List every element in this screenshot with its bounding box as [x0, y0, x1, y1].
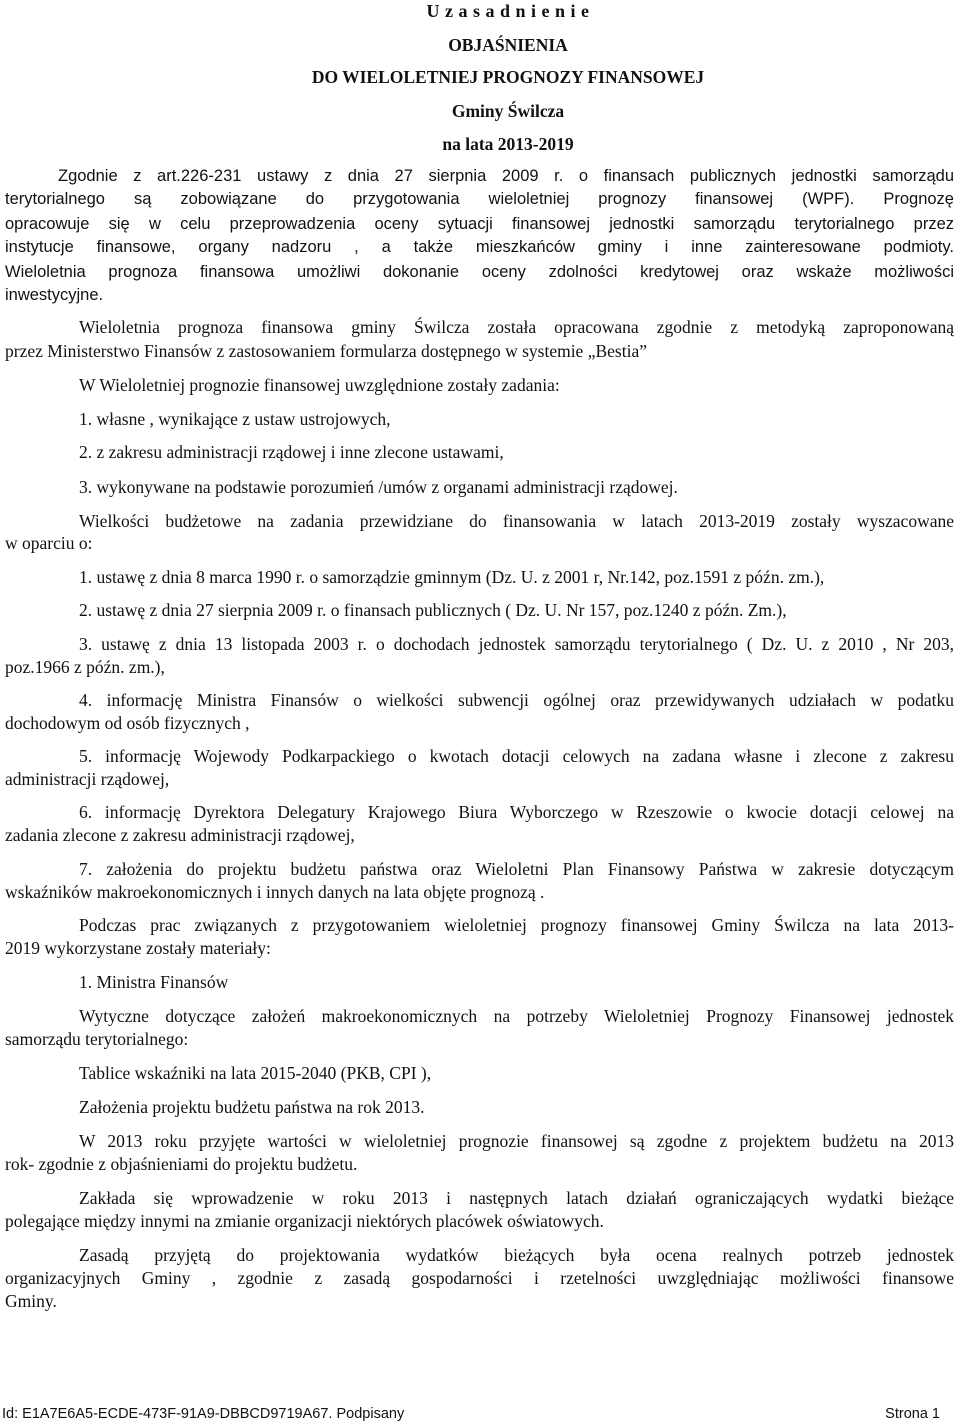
tasks-item-3: 3. wykonywane na podstawie porozumień /umów z organami administracji rządowej. — [79, 477, 678, 497]
intro-line-6: inwestycyjne. — [5, 286, 104, 304]
intro-line-4: instytucje finansowe, organy nadzoru , a także mieszkańców gminy i inne zainteresowane podmioty. — [5, 238, 954, 256]
basis-item-5a: 5. informację Wojewody Podkarpackiego o kwotach dotacji celowych na zadana własne i zlecone z zakresu — [79, 746, 954, 766]
basis-item-5b: administracji rządowej, — [5, 769, 170, 789]
footer-document-id: Id: E1A7E6A5-ECDE-473F-91A9-DBBCD9719A67. Podpisany — [2, 1406, 405, 1422]
materials-tables: Tablice wskaźniki na lata 2015-2040 (PKB, CPI ), — [79, 1063, 432, 1083]
method-line-2: przez Ministerstwo Finansów z zastosowaniem formularza dostępnego w systemie „Bestia” — [5, 341, 647, 361]
doc-title-line-2: DO WIELOLETNIEJ PROGNOZY FINANSOWEJ — [311, 67, 705, 87]
tasks-intro: W Wieloletniej prognozie finansowej uwzględnione zostały zadania: — [79, 375, 560, 395]
intro-line-2: terytorialnego są zobowiązane do przygotowania wieloletniej prognozy finansowej (WPF). Prognozę — [5, 190, 954, 208]
basis-line-2: w oparciu o: — [5, 533, 93, 553]
basis-item-7a: 7. założenia do projektu budżetu państwa oraz Wieloletni Plan Finansowy Państwa w zakresie dotyczącym — [79, 859, 954, 879]
intro-line-5: Wieloletnia prognoza finansowa umożliwi dokonanie oceny zdolności kredytowej oraz wskaże możliwości — [5, 263, 954, 281]
footer-page-number: Strona 1 — [885, 1406, 940, 1422]
materials-guidelines-line-1: Wytyczne dotyczące założeń makroekonomicznych na potrzeby Wieloletniej Prognozy Finansowej jednostek — [79, 1006, 954, 1026]
basis-item-6b: zadania zlecone z zakresu administracji rządowej, — [5, 825, 355, 845]
basis-item-3b: poz.1966 z późn. zm.), — [5, 657, 165, 677]
doc-title-spaced: U z a s a d n i e n i e — [426, 1, 590, 21]
materials-line-1: Podczas prac związanych z przygotowaniem wieloletniej prognozy finansowej Gminy Świlcza na lata 2013- — [79, 915, 954, 935]
basis-item-1: 1. ustawę z dnia 8 marca 1990 r. o samorządzie gminnym (Dz. U. z 2001 r, Nr.142, poz.1591 z późn. zm.), — [79, 567, 825, 587]
limits-line-2: polegające między innymi na zmianie organizacji niektórych placówek oświatowych. — [5, 1211, 604, 1231]
page-footer — [0, 1404, 960, 1424]
materials-item-1: 1. Ministra Finansów — [79, 972, 229, 992]
principle-line-2: organizacyjnych Gminy , zgodnie z zasadą gospodarności i rzetelności uwzględniając możliwości finansowe — [5, 1268, 954, 1288]
basis-item-3a: 3. ustawę z dnia 13 listopada 2003 r. o dochodach jednostek samorządu terytorialnego ( Dz. U. z 2010 , Nr 203, — [79, 634, 954, 654]
limits-line-1: Zakłada się wprowadzenie w roku 2013 i następnych latach działań ograniczających wydatki bieżące — [79, 1188, 954, 1208]
basis-item-2: 2. ustawę z dnia 27 sierpnia 2009 r. o finansach publicznych ( Dz. U. Nr 157, poz.1240 z późn. Zm.), — [79, 600, 787, 620]
tasks-item-2: 2. z zakresu administracji rządowej i inne zlecone ustawami, — [79, 442, 504, 462]
basis-line-1: Wielkości budżetowe na zadania przewidziane do finansowania w latach 2013-2019 zostały wyszacowane — [79, 511, 954, 531]
materials-line-2: 2019 wykorzystane zostały materiały: — [5, 938, 271, 958]
tasks-item-1: 1. własne , wynikające z ustaw ustrojowych, — [79, 409, 391, 429]
intro-line-3: opracowuje się w celu przeprowadzenia oceny sytuacji finansowej jednostki samorządu terytorialnego przez — [5, 215, 954, 233]
principle-line-3: Gminy. — [5, 1291, 57, 1311]
values-line-2: rok- zgodnie z objaśnieniami do projektu budżetu. — [5, 1154, 358, 1174]
basis-item-6a: 6. informację Dyrektora Delegatury Krajowego Biura Wyborczego w Rzeszowie o kwocie dotacji celowej na — [79, 802, 954, 822]
basis-item-7b: wskaźników makroekonomicznych i innych danych na lata objęte prognozą . — [5, 882, 545, 902]
doc-title-line-1: OBJAŚNIENIA — [448, 35, 568, 55]
basis-item-4a: 4. informację Ministra Finansów o wielkości subwencji ogólnej oraz przewidywanych udziałach w podatku — [79, 690, 954, 710]
materials-budget-assumptions: Założenia projektu budżetu państwa na rok 2013. — [79, 1097, 425, 1117]
doc-title-line-3: Gminy Świlcza — [451, 101, 565, 121]
intro-line-1: Zgodnie z art.226-231 ustawy z dnia 27 sierpnia 2009 r. o finansach publicznych jednostki samorządu — [58, 167, 954, 185]
materials-guidelines-line-2: samorządu terytorialnego: — [5, 1029, 189, 1049]
doc-title-line-4: na lata 2013-2019 — [442, 134, 574, 154]
principle-line-1: Zasadą przyjętą do projektowania wydatków bieżących była ocena realnych potrzeb jednostek — [79, 1245, 954, 1265]
values-line-1: W 2013 roku przyjęte wartości w wieloletniej prognozie finansowej są zgodne z projektem budżetu na 2013 — [79, 1131, 954, 1151]
basis-item-4b: dochodowym od osób fizycznych , — [5, 713, 250, 733]
method-line-1: Wieloletnia prognoza finansowa gminy Świlcza została opracowana zgodnie z metodyką zaproponowaną — [79, 317, 954, 337]
